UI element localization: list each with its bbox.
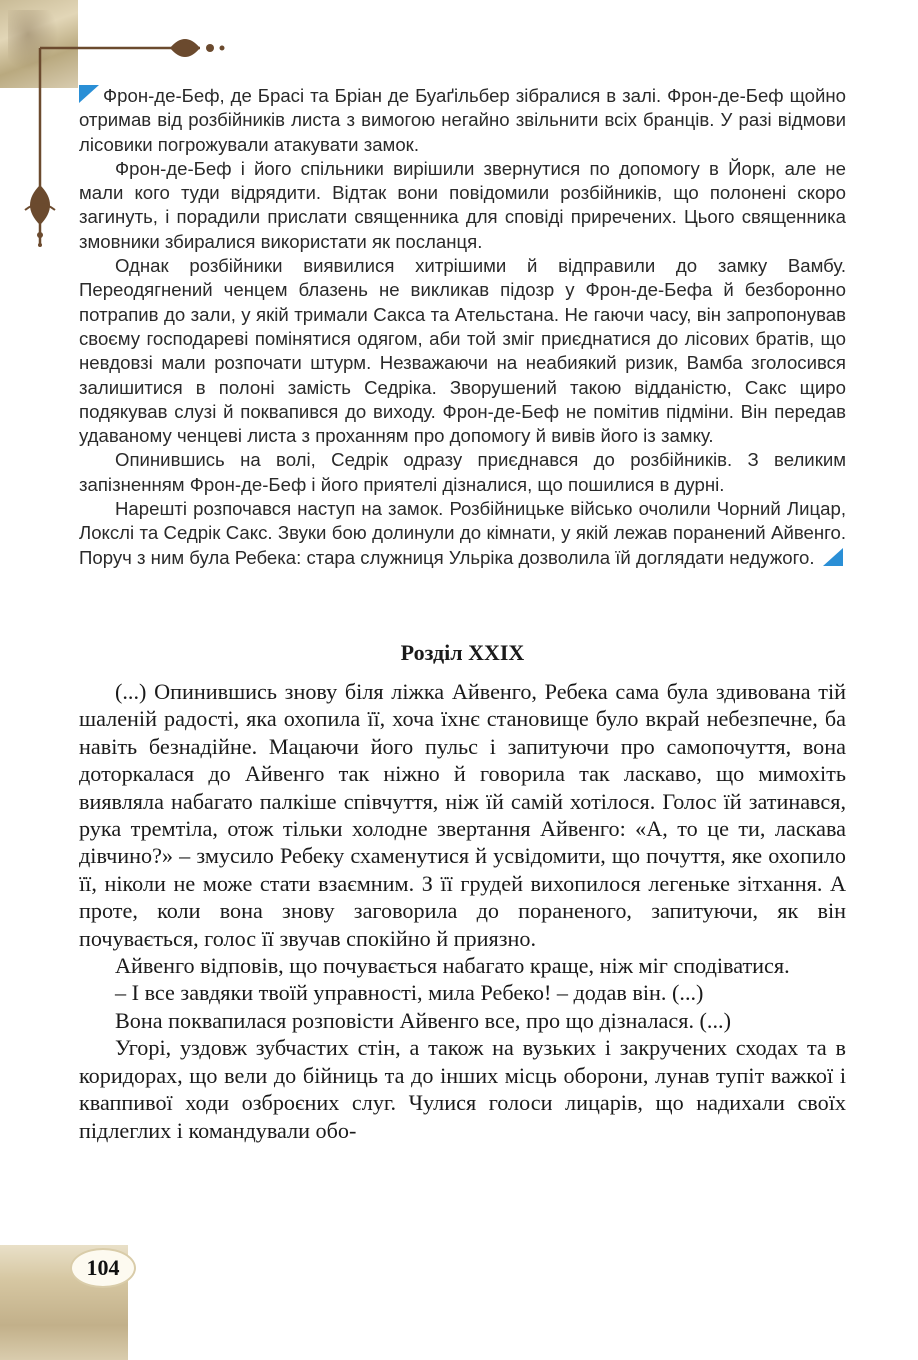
text-paragraph: Айвенго відповів, що почувається набагато краще, ніж міг сподіватися. [115, 953, 790, 979]
text-paragraph: Вона поквапилася розповісти Айвенго все, про що дізналася. (...) [115, 1007, 731, 1033]
summary-paragraph: Однак розбійники виявилися хитрішими й відправили до замку Вамбу. Переодягнений ченцем блазень не викликав підозр у Фрон-де-Бефа й безборонно потрапив до зали, у якій тримали Сакса та Ательстана. Не гаючи часу, він запропонував своєму господареві помінятися одягом, аби той зміг приєднатися до лісових братів, що невдовзі мали розпочати штурм. Незважаючи на неабиякий ризик, Вамба зголосився залишитися в полоні замість Седріка. Зворушений такою відданістю, Сакс щиро подякував слузі й поквапився до виходу. Фрон-де-Беф не помітив підміни. Він передав удаваному ченцеві листа з проханням про допомогу й вивів його із замку. [79, 255, 846, 447]
triangle-marker-icon [79, 85, 99, 103]
text-paragraph: – І все завдяки твоїй управності, мила Ребеко! – додав він. (...) [115, 980, 704, 1006]
triangle-marker-icon [823, 548, 843, 566]
chapter-title: Розділ XXIX [400, 640, 525, 665]
page-number: 104 [70, 1248, 136, 1288]
summary-paragraph: Фрон-де-Беф, де Брасі та Бріан де Буаґільбер зібралися в залі. Фрон-де-Беф щойно отримав від розбійників листа з вимогою негайно звільнити всіх бранців. У разі відмови лісовики погрожували атакувати замок. [79, 85, 846, 155]
summary-paragraph: Фрон-де-Беф і його спільники вирішили звернутися по допомогу в Йорк, але не мали кого туди відрядити. Відтак вони повідомили розбійників, що полонені скоро загинуть, і порадили прислати священника для сповіді приречених. Цього священника змовники збиралися використати як посланця. [79, 157, 846, 252]
summary-paragraph: Нарешті розпочався наступ на замок. Розбійницьке військо очолили Чорний Лицар, Локслі та Седрік Сакс. Звуки бою долинули до кімнати, у якій лежав поранений Айвенго. Поруч з ним була Ребека: стара служниця Ульріка дозволила їй доглядати недужого. [79, 498, 846, 568]
summary-paragraph: Опинившись на волі, Седрік одразу приєднався до розбійників. З великим запізненням Фрон-де-Беф і його приятелі дізналися, що пошилися в дурні. [79, 449, 846, 495]
chapter-text [79, 678, 846, 1144]
text-paragraph: (...) Опинившись знову біля ліжка Айвенго, Ребека сама була здивована тій шаленій радості, яка охопила її, хоча їхнє становище було вкрай небезпечне, ба навіть безнадійне. Мацаючи його пульс і запитуючи про самопочуття, вона доторкалася до Айвенго так ніжно й говорила так ласкаво, що мимохіть виявляла набагато палкіше співчуття, ніж їй самій хотілося. Голос їй затинався, рука тремтіла, отож тільки холодне звертання Айвенго: «А, то це ти, ласкава дівчино?» – змусило Ребеку схаменутися й усвідомити, що почуття, яке охопило її, ніколи не може стати взаємним. З її грудей вихопилося легеньке зітхання. А проте, коли вона знову заговорила до пораненого, запитуючи, як він почувається, голос її звучав спокійно й приязно. [79, 679, 846, 951]
text-paragraph: Угорі, уздовж зубчастих стін, а також на вузьких і закручених сходах та в коридорах, що вели до бійниць та до інших місць оборони, лунав тупіт важкої і кваппивої ходи озброєних слуг. Чулися голоси лицарів, що надихали своїх підлеглих і командували обо- [79, 1035, 846, 1143]
chapter-summary [79, 84, 846, 570]
